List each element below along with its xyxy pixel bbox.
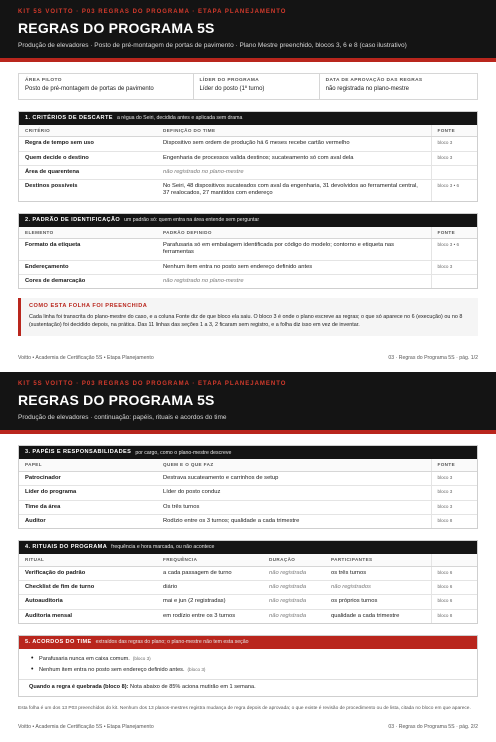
- footer-left: Voitto • Academia de Certificação 5S • Etapa Planejamento: [18, 723, 154, 730]
- section-title: 4. RITUAIS DO PROGRAMA: [25, 544, 108, 551]
- footer-page-number: 03 · Regras do Programa 5S · pág. 1/2: [388, 354, 478, 361]
- row-source: [431, 274, 477, 288]
- page-title: REGRAS DO PROGRAMA 5S: [18, 19, 215, 36]
- row-source: bloco 8: [431, 514, 477, 528]
- row-participants: os próprios turnos: [325, 595, 431, 609]
- table-row: [19, 137, 477, 151]
- column-header: [431, 554, 477, 566]
- column-header: PARTICIPANTES: [325, 554, 431, 566]
- program-info-box: [18, 73, 478, 99]
- column-header: ELEMENTO: [19, 227, 157, 239]
- section-heading: [19, 112, 477, 125]
- row-source: bloco 3: [431, 500, 477, 514]
- info-approval: [320, 74, 477, 98]
- row-participants: os três turnos: [325, 566, 431, 580]
- row-value: Líder do posto conduz: [157, 486, 431, 500]
- roles-table: [19, 459, 477, 528]
- row-frequency: a cada passagem de turno: [157, 566, 263, 580]
- section-heading: [19, 636, 477, 649]
- row-label: Patrocinador: [19, 472, 157, 486]
- list-item-text: Parafusaria nunca em caixa comum.: [39, 655, 130, 662]
- list-item-source: (bloco 3): [132, 655, 151, 661]
- row-value: Nenhum item entra no posto sem endereço definido antes: [157, 260, 431, 274]
- row-source: bloco 3: [431, 472, 477, 486]
- rule-broken-row: [19, 679, 477, 696]
- row-frequency: em rodízio entre os 3 turnos: [163, 612, 236, 619]
- table-row: [19, 486, 477, 500]
- table-row: [19, 566, 477, 580]
- section-title: 1. CRITÉRIOS DE DESCARTE: [25, 114, 113, 121]
- page-1-header: [0, 0, 496, 58]
- rule-broken-label: Quando a regra é quebrada (bloco 8):: [29, 683, 129, 690]
- column-header: QUEM E O QUE FAZ: [157, 459, 431, 471]
- section-roles: [18, 445, 478, 529]
- rule-broken-text: Nota abaixo de 85% aciona mutirão em 1 semana.: [130, 683, 256, 690]
- info-leader-value: Líder do posto (1º turno): [199, 86, 265, 93]
- section-identification-standard: [18, 213, 478, 290]
- discard-criteria-table: [19, 125, 477, 201]
- section-rituals: [18, 540, 478, 624]
- section-description: por cargo, como o plano-mestre descreve: [135, 449, 232, 456]
- table-row: [19, 274, 477, 288]
- section-description: a régua do Seiri, decidida antes e aplicada sem drama: [116, 114, 243, 121]
- page-1: [0, 0, 496, 361]
- row-participants: não registrados: [325, 581, 431, 595]
- table-row: [19, 472, 477, 486]
- info-leader-label: LÍDER DO PROGRAMA: [199, 78, 260, 84]
- column-header: FONTE: [431, 125, 477, 137]
- row-value: No Seiri, 48 dispositivos sucateados com aval da engenharia, 31 devolvidos ao ferramental central, 37 realocados, 27 mantidos com endereço: [163, 183, 418, 197]
- table-row: [19, 500, 477, 514]
- row-label: Verificação do padrão: [19, 566, 157, 580]
- row-value: não registrado no plano-mestre: [157, 165, 431, 179]
- row-source: bloco 8: [431, 609, 477, 623]
- section-title: 3. PAPÉIS E RESPONSABILIDADES: [25, 449, 132, 456]
- list-item-text: Nenhum item entra no posto sem endereço definido antes.: [39, 666, 185, 673]
- section-description: extraídos das regras do plano; o plano-mestre não tem esta seção: [95, 639, 249, 646]
- end-note: Esta folha é um dos 13 P03 preenchidos do kit. Nenhum dos 13 planos-mestres registra mudança de regra depois de aprovada; o que existe é revisão de procedimento ou de lista, citada no bloco em que aparece.: [18, 705, 471, 711]
- row-label: Time da área: [19, 500, 157, 514]
- row-frequency: mai e jun (2 registradas): [157, 595, 263, 609]
- footer-page-number: 03 · Regras do Programa 5S · pág. 2/2: [388, 723, 478, 730]
- page-title: REGRAS DO PROGRAMA 5S: [18, 391, 215, 408]
- row-participants: qualidade a cada trimestre: [331, 612, 400, 619]
- section-description: um padrão só: quem entra na área entende sem perguntar: [124, 216, 260, 223]
- row-value: Os três turnos: [157, 500, 431, 514]
- row-label: Quem decide o destino: [19, 151, 157, 165]
- header-rule: [0, 430, 496, 434]
- section-discard-criteria: [18, 111, 478, 202]
- row-label: Autoauditoria: [19, 595, 157, 609]
- identification-table: [19, 227, 477, 289]
- info-area: [19, 74, 194, 98]
- page-subtitle: Produção de elevadores · continuação: papéis, rituais e acordos do time: [18, 414, 227, 422]
- row-value: Parafusaria só em embalagem identificada por código do modelo; contorno e etiqueta nas ferramentas: [157, 239, 431, 260]
- row-label: Área de quarentena: [19, 165, 157, 179]
- rituals-table: [19, 554, 477, 623]
- row-source: bloco 6: [431, 581, 477, 595]
- column-header: FREQUÊNCIA: [157, 554, 263, 566]
- row-source: bloco 3: [431, 260, 477, 274]
- list-item-source: (bloco 3): [187, 666, 206, 672]
- table-row: [19, 165, 477, 179]
- page-2: [0, 372, 496, 730]
- row-label: Endereçamento: [19, 260, 157, 274]
- header-rule: [0, 58, 496, 62]
- fill-note: [18, 298, 478, 336]
- row-duration: não registrada: [269, 612, 307, 619]
- table-row: [19, 595, 477, 609]
- table-row: [19, 180, 477, 201]
- row-source: bloco 3: [431, 137, 477, 151]
- table-row: [19, 260, 477, 274]
- row-label: Auditor: [25, 517, 46, 524]
- row-duration: não registrada: [263, 595, 325, 609]
- row-label: Auditoria mensal: [25, 612, 73, 619]
- row-source: bloco 3: [431, 486, 477, 500]
- column-header: FONTE: [431, 459, 477, 471]
- row-label: Cores de demarcação: [25, 277, 86, 284]
- page-subtitle: Produção de elevadores · Posto de pré-montagem de portas de pavimento · Plano Mestre preenchido, blocos 3, 6 e 8 (caso ilustrativo): [18, 42, 407, 49]
- row-label: Líder do programa: [19, 486, 157, 500]
- row-label: Regra de tempo sem uso: [19, 137, 157, 151]
- list-item: [29, 654, 467, 665]
- row-value: Engenharia de processos valida destinos; sucateamento só com aval dela: [157, 151, 431, 165]
- column-header: CRITÉRIO: [19, 125, 157, 137]
- column-header: PAPEL: [19, 459, 157, 471]
- column-header: PADRÃO DEFINIDO: [157, 227, 431, 239]
- column-header: DURAÇÃO: [263, 554, 325, 566]
- row-label: Formato da etiqueta: [19, 239, 157, 260]
- table-row: [19, 239, 477, 260]
- info-area-label: ÁREA PILOTO: [25, 78, 62, 84]
- agreements-list: [19, 649, 477, 679]
- section-title: 2. PADRÃO DE IDENTIFICAÇÃO: [25, 216, 121, 223]
- kicker: KIT 5S VOITTO · P03 REGRAS DO PROGRAMA · ETAPA PLANEJAMENTO: [18, 381, 287, 388]
- row-label: Destinos possíveis: [25, 183, 78, 190]
- section-description: frequência e hora marcada, ou não acontece: [111, 544, 215, 551]
- kicker: KIT 5S VOITTO · P03 REGRAS DO PROGRAMA · ETAPA PLANEJAMENTO: [18, 9, 287, 15]
- note-body: Cada linha foi transcrita do plano-mestre do caso, e a coluna Fonte diz de que bloco ela saiu. O bloco 3 é onde o plano escreve as regras; o que só aparece no 6 (execução) ou no 8 (sustentação) foi decidido depois, na prática. Das 11 linhas das seções 1 a 3, 2 ficaram sem registro, e a folha diz isso em vez de inventar.: [29, 314, 463, 328]
- section-team-agreements: [18, 635, 478, 697]
- row-source: bloco 3 • 6: [431, 180, 477, 201]
- table-row: [19, 609, 477, 623]
- info-approval-label: DATA DE APROVAÇÃO DAS REGRAS: [325, 78, 423, 84]
- row-value: Dispositivo sem ordem de produção há 6 meses recebe cartão vermelho: [157, 137, 431, 151]
- table-row: [19, 581, 477, 595]
- section-heading: [19, 541, 477, 554]
- column-header: RITUAL: [19, 554, 157, 566]
- row-source: bloco 6: [431, 595, 477, 609]
- page-1-footer: [0, 355, 496, 362]
- row-source: bloco 3 • 6: [431, 239, 477, 260]
- row-value: não registrado no plano-mestre: [163, 277, 244, 284]
- info-leader: [194, 74, 320, 98]
- list-item: [29, 665, 467, 676]
- row-duration: não registrada: [263, 566, 325, 580]
- section-title: 5. ACORDOS DO TIME: [25, 638, 92, 645]
- section-heading: [19, 446, 477, 459]
- footer-left: Voitto • Academia de Certificação 5S • Etapa Planejamento: [18, 354, 154, 361]
- note-title: COMO ESTA FOLHA FOI PREENCHIDA: [29, 303, 148, 310]
- page-2-header: [0, 372, 496, 430]
- column-header: FONTE: [431, 227, 477, 239]
- column-header: DEFINIÇÃO DO TIME: [157, 125, 431, 137]
- row-label: Checklist de fim de turno: [19, 581, 157, 595]
- row-value: Rodízio entre os 3 turnos; qualidade a cada trimestre: [163, 517, 300, 524]
- info-area-value: Posto de pré-montagem de portas de pavimento: [25, 86, 154, 93]
- row-frequency: diário: [157, 581, 263, 595]
- row-source: [431, 165, 477, 179]
- table-row: [19, 514, 477, 528]
- row-source: bloco 3: [431, 151, 477, 165]
- section-heading: [19, 214, 477, 227]
- table-row: [19, 151, 477, 165]
- row-source: bloco 6: [431, 566, 477, 580]
- info-approval-value: não registrada no plano-mestre: [325, 86, 409, 93]
- page-2-footer: [0, 724, 496, 731]
- row-duration: não registrada: [263, 581, 325, 595]
- row-value: Destrava sucateamento e carrinhos de setup: [157, 472, 431, 486]
